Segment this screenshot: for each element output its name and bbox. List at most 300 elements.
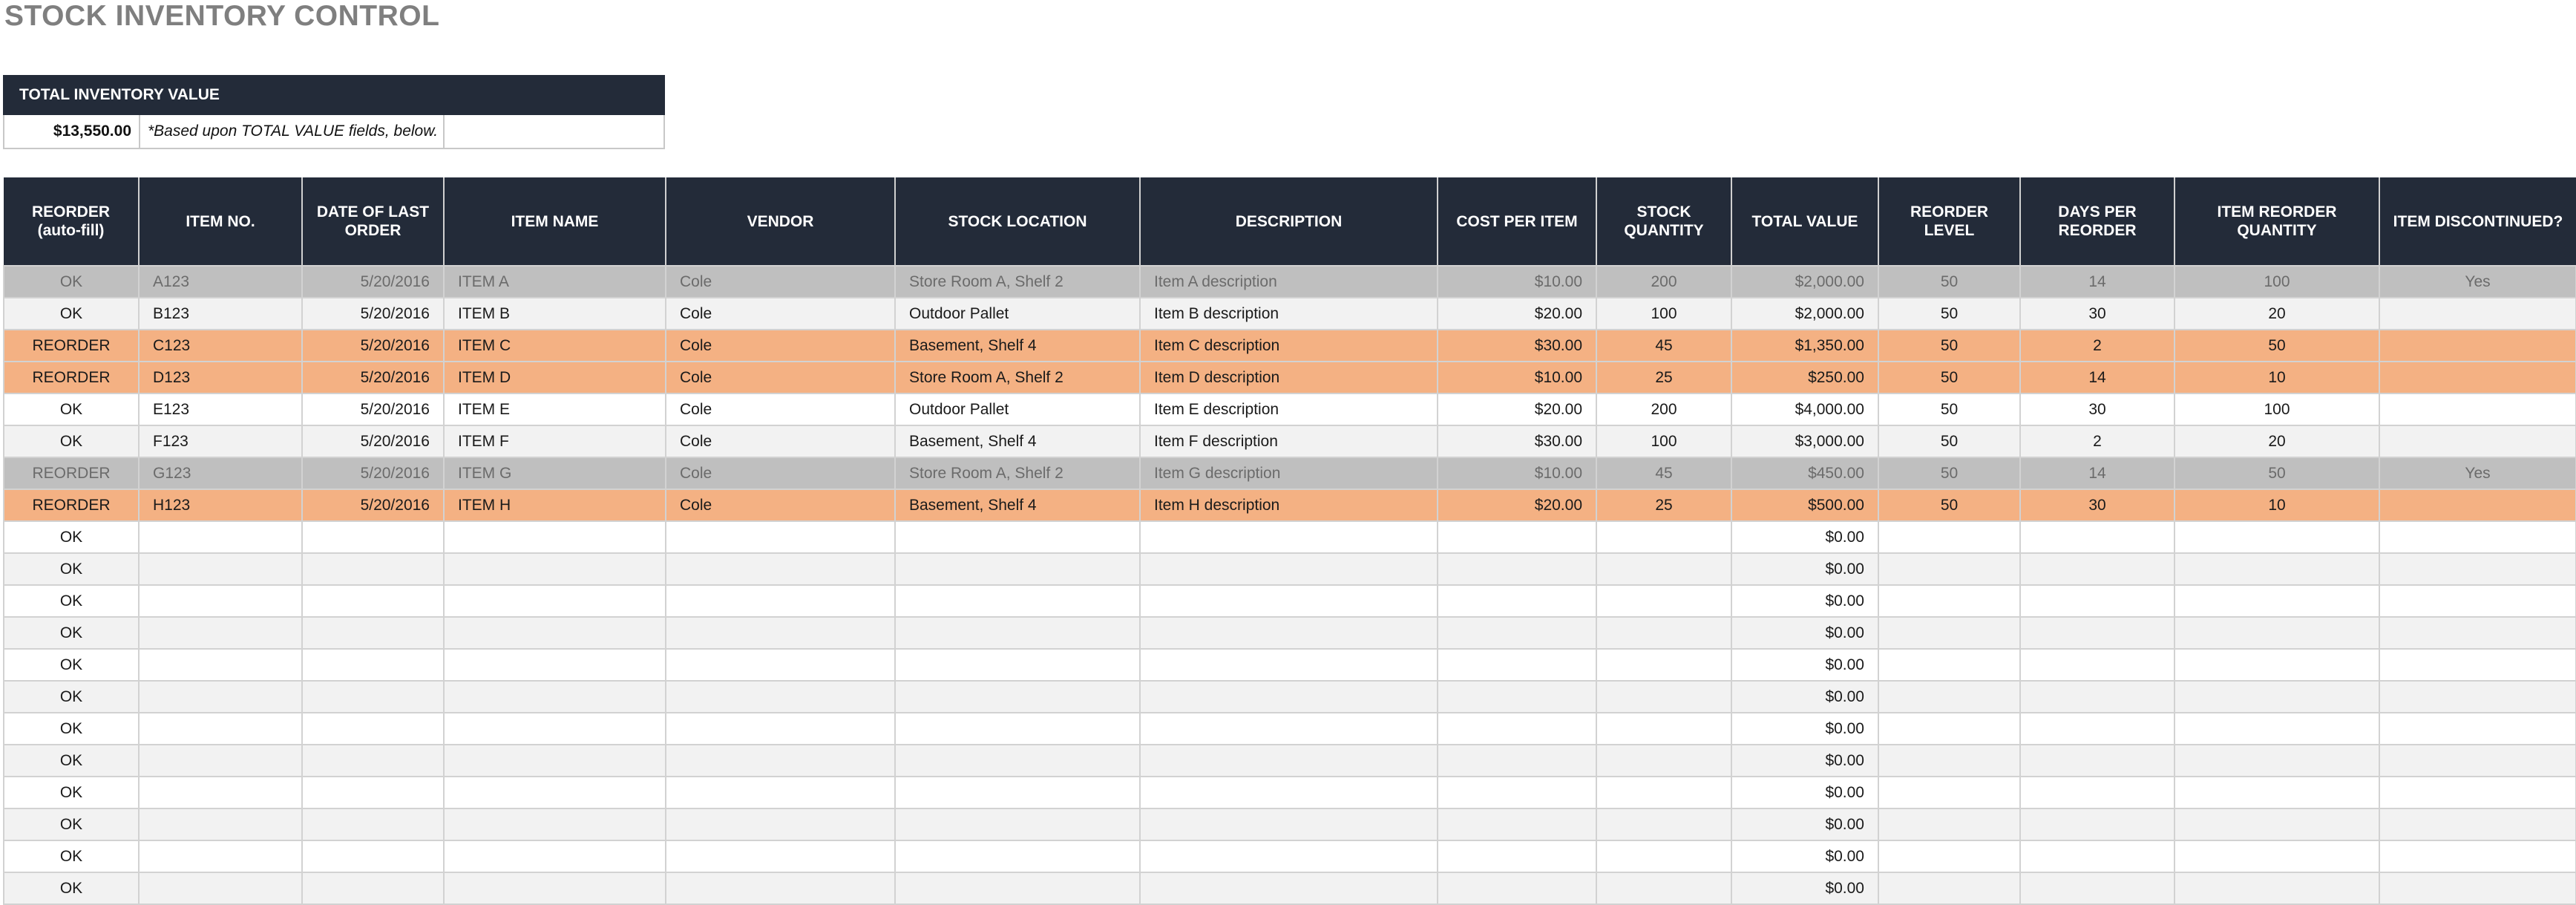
cell-reorder[interactable]: REORDER [4, 362, 139, 393]
cell-total-value[interactable]: $0.00 [1731, 745, 1878, 777]
cell-item-reorder-quantity[interactable] [2174, 745, 2379, 777]
cell-reorder[interactable]: OK [4, 872, 139, 904]
cell-date-of-last-order[interactable]: 5/20/2016 [302, 266, 444, 298]
summary-note[interactable]: *Based upon TOTAL VALUE fields, below. [140, 114, 444, 148]
cell-date-of-last-order[interactable]: 5/20/2016 [302, 298, 444, 330]
cell-date-of-last-order[interactable] [302, 745, 444, 777]
cell-vendor[interactable] [666, 713, 895, 745]
cell-date-of-last-order[interactable]: 5/20/2016 [302, 330, 444, 362]
cell-cost-per-item[interactable] [1438, 585, 1596, 617]
cell-description[interactable] [1140, 808, 1438, 840]
cell-date-of-last-order[interactable] [302, 553, 444, 585]
cell-cost-per-item[interactable]: $20.00 [1438, 489, 1596, 521]
cell-total-value[interactable]: $0.00 [1731, 840, 1878, 872]
cell-item-discontinued[interactable] [2379, 585, 2576, 617]
cell-reorder-level[interactable] [1878, 840, 2020, 872]
cell-date-of-last-order[interactable] [302, 872, 444, 904]
cell-item-reorder-quantity[interactable]: 10 [2174, 362, 2379, 393]
cell-reorder-level[interactable]: 50 [1878, 266, 2020, 298]
cell-reorder-level[interactable]: 50 [1878, 457, 2020, 489]
cell-stock-quantity[interactable] [1596, 840, 1731, 872]
cell-cost-per-item[interactable]: $30.00 [1438, 330, 1596, 362]
cell-date-of-last-order[interactable]: 5/20/2016 [302, 457, 444, 489]
cell-total-value[interactable]: $0.00 [1731, 553, 1878, 585]
cell-cost-per-item[interactable]: $10.00 [1438, 266, 1596, 298]
cell-item-name[interactable] [444, 808, 666, 840]
cell-date-of-last-order[interactable] [302, 777, 444, 808]
cell-stock-location[interactable] [895, 681, 1140, 713]
cell-days-per-reorder[interactable] [2020, 617, 2174, 649]
cell-vendor[interactable] [666, 681, 895, 713]
cell-days-per-reorder[interactable]: 14 [2020, 457, 2174, 489]
cell-reorder-level[interactable] [1878, 585, 2020, 617]
cell-stock-location[interactable] [895, 777, 1140, 808]
cell-reorder-level[interactable]: 50 [1878, 425, 2020, 457]
cell-description[interactable] [1140, 713, 1438, 745]
cell-description[interactable]: Item G description [1140, 457, 1438, 489]
cell-reorder-level[interactable]: 50 [1878, 489, 2020, 521]
cell-item-reorder-quantity[interactable] [2174, 840, 2379, 872]
cell-item-name[interactable] [444, 617, 666, 649]
cell-description[interactable] [1140, 617, 1438, 649]
cell-item-name[interactable] [444, 521, 666, 553]
cell-item-no[interactable]: E123 [139, 393, 302, 425]
cell-reorder[interactable]: OK [4, 808, 139, 840]
cell-stock-quantity[interactable] [1596, 681, 1731, 713]
cell-item-no[interactable] [139, 777, 302, 808]
cell-item-reorder-quantity[interactable] [2174, 521, 2379, 553]
cell-description[interactable]: Item D description [1140, 362, 1438, 393]
cell-item-discontinued[interactable] [2379, 713, 2576, 745]
cell-item-no[interactable] [139, 840, 302, 872]
cell-cost-per-item[interactable] [1438, 713, 1596, 745]
cell-reorder-level[interactable] [1878, 521, 2020, 553]
cell-total-value[interactable]: $0.00 [1731, 872, 1878, 904]
cell-total-value[interactable]: $2,000.00 [1731, 266, 1878, 298]
cell-total-value[interactable]: $250.00 [1731, 362, 1878, 393]
column-header-reorder-level[interactable]: REORDER LEVEL [1878, 177, 2020, 266]
cell-item-reorder-quantity[interactable] [2174, 649, 2379, 681]
cell-item-name[interactable] [444, 553, 666, 585]
column-header-item-discontinued[interactable]: ITEM DISCONTINUED? [2379, 177, 2576, 266]
cell-total-value[interactable]: $0.00 [1731, 617, 1878, 649]
cell-description[interactable] [1140, 553, 1438, 585]
cell-reorder[interactable]: OK [4, 553, 139, 585]
cell-item-reorder-quantity[interactable]: 20 [2174, 298, 2379, 330]
cell-cost-per-item[interactable]: $10.00 [1438, 362, 1596, 393]
cell-cost-per-item[interactable] [1438, 681, 1596, 713]
cell-cost-per-item[interactable] [1438, 745, 1596, 777]
cell-item-no[interactable] [139, 521, 302, 553]
cell-item-no[interactable] [139, 808, 302, 840]
cell-date-of-last-order[interactable]: 5/20/2016 [302, 362, 444, 393]
cell-days-per-reorder[interactable] [2020, 777, 2174, 808]
cell-cost-per-item[interactable] [1438, 872, 1596, 904]
cell-item-name[interactable]: ITEM E [444, 393, 666, 425]
cell-reorder-level[interactable] [1878, 713, 2020, 745]
cell-reorder[interactable]: OK [4, 266, 139, 298]
cell-stock-quantity[interactable] [1596, 872, 1731, 904]
cell-description[interactable] [1140, 521, 1438, 553]
cell-reorder[interactable]: OK [4, 713, 139, 745]
cell-stock-quantity[interactable]: 45 [1596, 457, 1731, 489]
cell-date-of-last-order[interactable] [302, 808, 444, 840]
cell-item-no[interactable] [139, 649, 302, 681]
cell-stock-quantity[interactable] [1596, 745, 1731, 777]
cell-item-name[interactable] [444, 872, 666, 904]
cell-stock-location[interactable]: Store Room A, Shelf 2 [895, 362, 1140, 393]
cell-cost-per-item[interactable] [1438, 553, 1596, 585]
cell-total-value[interactable]: $0.00 [1731, 681, 1878, 713]
cell-days-per-reorder[interactable]: 30 [2020, 298, 2174, 330]
cell-stock-location[interactable] [895, 808, 1140, 840]
cell-cost-per-item[interactable]: $30.00 [1438, 425, 1596, 457]
cell-vendor[interactable]: Cole [666, 393, 895, 425]
cell-stock-location[interactable]: Store Room A, Shelf 2 [895, 266, 1140, 298]
column-header-reorder[interactable]: REORDER (auto-fill) [4, 177, 139, 266]
cell-reorder-level[interactable] [1878, 777, 2020, 808]
column-header-days-per-reorder[interactable]: DAYS PER REORDER [2020, 177, 2174, 266]
cell-total-value[interactable]: $4,000.00 [1731, 393, 1878, 425]
cell-stock-quantity[interactable] [1596, 713, 1731, 745]
cell-item-no[interactable]: B123 [139, 298, 302, 330]
cell-stock-quantity[interactable] [1596, 649, 1731, 681]
cell-item-no[interactable]: D123 [139, 362, 302, 393]
column-header-item-reorder-quantity[interactable]: ITEM REORDER QUANTITY [2174, 177, 2379, 266]
cell-vendor[interactable] [666, 777, 895, 808]
cell-item-reorder-quantity[interactable] [2174, 617, 2379, 649]
cell-item-discontinued[interactable] [2379, 840, 2576, 872]
cell-days-per-reorder[interactable]: 14 [2020, 362, 2174, 393]
cell-description[interactable] [1140, 585, 1438, 617]
cell-stock-location[interactable]: Outdoor Pallet [895, 298, 1140, 330]
cell-stock-location[interactable] [895, 872, 1140, 904]
cell-item-discontinued[interactable] [2379, 362, 2576, 393]
cell-description[interactable] [1140, 681, 1438, 713]
cell-stock-location[interactable] [895, 649, 1140, 681]
cell-vendor[interactable] [666, 521, 895, 553]
cell-item-name[interactable]: ITEM G [444, 457, 666, 489]
cell-stock-quantity[interactable] [1596, 808, 1731, 840]
cell-cost-per-item[interactable]: $20.00 [1438, 298, 1596, 330]
column-header-stock-quantity[interactable]: STOCK QUANTITY [1596, 177, 1731, 266]
cell-stock-quantity[interactable]: 100 [1596, 298, 1731, 330]
cell-item-reorder-quantity[interactable] [2174, 585, 2379, 617]
cell-reorder-level[interactable] [1878, 681, 2020, 713]
cell-item-reorder-quantity[interactable]: 50 [2174, 457, 2379, 489]
cell-item-discontinued[interactable] [2379, 298, 2576, 330]
cell-date-of-last-order[interactable]: 5/20/2016 [302, 489, 444, 521]
cell-item-discontinued[interactable] [2379, 745, 2576, 777]
cell-item-no[interactable] [139, 713, 302, 745]
cell-stock-location[interactable] [895, 521, 1140, 553]
cell-stock-location[interactable] [895, 840, 1140, 872]
cell-item-discontinued[interactable] [2379, 681, 2576, 713]
cell-item-name[interactable]: ITEM C [444, 330, 666, 362]
cell-days-per-reorder[interactable]: 30 [2020, 393, 2174, 425]
cell-reorder[interactable]: OK [4, 649, 139, 681]
cell-item-no[interactable] [139, 617, 302, 649]
cell-days-per-reorder[interactable] [2020, 585, 2174, 617]
cell-reorder[interactable]: OK [4, 393, 139, 425]
cell-description[interactable]: Item B description [1140, 298, 1438, 330]
cell-item-discontinued[interactable] [2379, 617, 2576, 649]
cell-vendor[interactable]: Cole [666, 298, 895, 330]
cell-days-per-reorder[interactable] [2020, 713, 2174, 745]
cell-reorder-level[interactable]: 50 [1878, 298, 2020, 330]
cell-item-reorder-quantity[interactable]: 100 [2174, 393, 2379, 425]
cell-stock-quantity[interactable]: 45 [1596, 330, 1731, 362]
column-header-description[interactable]: DESCRIPTION [1140, 177, 1438, 266]
cell-reorder[interactable]: REORDER [4, 489, 139, 521]
cell-vendor[interactable]: Cole [666, 266, 895, 298]
cell-item-discontinued[interactable]: Yes [2379, 457, 2576, 489]
cell-stock-quantity[interactable]: 25 [1596, 489, 1731, 521]
cell-reorder-level[interactable] [1878, 808, 2020, 840]
cell-description[interactable] [1140, 649, 1438, 681]
cell-stock-quantity[interactable]: 100 [1596, 425, 1731, 457]
cell-days-per-reorder[interactable] [2020, 649, 2174, 681]
cell-reorder[interactable]: OK [4, 617, 139, 649]
cell-description[interactable] [1140, 872, 1438, 904]
cell-reorder[interactable]: REORDER [4, 330, 139, 362]
cell-days-per-reorder[interactable] [2020, 521, 2174, 553]
cell-date-of-last-order[interactable] [302, 713, 444, 745]
cell-date-of-last-order[interactable] [302, 840, 444, 872]
cell-item-reorder-quantity[interactable]: 10 [2174, 489, 2379, 521]
cell-reorder[interactable]: OK [4, 745, 139, 777]
total-inventory-value[interactable]: $13,550.00 [4, 114, 140, 148]
cell-cost-per-item[interactable]: $20.00 [1438, 393, 1596, 425]
cell-stock-location[interactable]: Basement, Shelf 4 [895, 489, 1140, 521]
cell-description[interactable]: Item F description [1140, 425, 1438, 457]
cell-days-per-reorder[interactable] [2020, 745, 2174, 777]
cell-date-of-last-order[interactable] [302, 649, 444, 681]
cell-reorder[interactable]: OK [4, 840, 139, 872]
cell-stock-quantity[interactable]: 200 [1596, 393, 1731, 425]
cell-item-discontinued[interactable] [2379, 425, 2576, 457]
cell-stock-location[interactable]: Basement, Shelf 4 [895, 330, 1140, 362]
column-header-total-value[interactable]: TOTAL VALUE [1731, 177, 1878, 266]
cell-item-name[interactable] [444, 777, 666, 808]
table-row [4, 777, 2576, 808]
cell-days-per-reorder[interactable]: 14 [2020, 266, 2174, 298]
cell-total-value[interactable]: $0.00 [1731, 808, 1878, 840]
cell-item-discontinued[interactable] [2379, 330, 2576, 362]
cell-total-value[interactable]: $450.00 [1731, 457, 1878, 489]
cell-stock-location[interactable]: Outdoor Pallet [895, 393, 1140, 425]
cell-item-name[interactable]: ITEM F [444, 425, 666, 457]
cell-days-per-reorder[interactable] [2020, 872, 2174, 904]
cell-reorder-level[interactable]: 50 [1878, 393, 2020, 425]
cell-item-name[interactable] [444, 649, 666, 681]
cell-stock-location[interactable]: Store Room A, Shelf 2 [895, 457, 1140, 489]
cell-vendor[interactable] [666, 745, 895, 777]
cell-item-reorder-quantity[interactable] [2174, 777, 2379, 808]
cell-date-of-last-order[interactable] [302, 617, 444, 649]
cell-vendor[interactable]: Cole [666, 425, 895, 457]
cell-reorder[interactable]: REORDER [4, 457, 139, 489]
cell-reorder-level[interactable] [1878, 745, 2020, 777]
cell-reorder-level[interactable] [1878, 872, 2020, 904]
cell-description[interactable]: Item H description [1140, 489, 1438, 521]
cell-item-name[interactable] [444, 713, 666, 745]
summary-empty-cell[interactable] [444, 114, 664, 148]
cell-item-name[interactable]: ITEM B [444, 298, 666, 330]
cell-reorder-level[interactable] [1878, 617, 2020, 649]
cell-vendor[interactable]: Cole [666, 457, 895, 489]
cell-item-no[interactable] [139, 681, 302, 713]
cell-vendor[interactable] [666, 649, 895, 681]
cell-item-no[interactable]: F123 [139, 425, 302, 457]
cell-item-discontinued[interactable] [2379, 777, 2576, 808]
cell-item-no[interactable] [139, 872, 302, 904]
column-header-item-name[interactable]: ITEM NAME [444, 177, 666, 266]
cell-cost-per-item[interactable] [1438, 777, 1596, 808]
cell-reorder-level[interactable] [1878, 649, 2020, 681]
cell-item-reorder-quantity[interactable]: 20 [2174, 425, 2379, 457]
cell-item-discontinued[interactable] [2379, 489, 2576, 521]
cell-stock-quantity[interactable] [1596, 585, 1731, 617]
cell-stock-quantity[interactable] [1596, 521, 1731, 553]
cell-total-value[interactable]: $500.00 [1731, 489, 1878, 521]
cell-stock-quantity[interactable]: 200 [1596, 266, 1731, 298]
cell-item-name[interactable]: ITEM A [444, 266, 666, 298]
cell-stock-quantity[interactable] [1596, 553, 1731, 585]
cell-days-per-reorder[interactable] [2020, 553, 2174, 585]
cell-item-reorder-quantity[interactable]: 100 [2174, 266, 2379, 298]
cell-date-of-last-order[interactable]: 5/20/2016 [302, 425, 444, 457]
table-row [4, 840, 2576, 872]
cell-item-name[interactable] [444, 585, 666, 617]
cell-description[interactable]: Item C description [1140, 330, 1438, 362]
cell-reorder[interactable]: OK [4, 585, 139, 617]
cell-description[interactable]: Item A description [1140, 266, 1438, 298]
cell-item-reorder-quantity[interactable] [2174, 872, 2379, 904]
cell-total-value[interactable]: $0.00 [1731, 713, 1878, 745]
table-row [4, 553, 2576, 585]
cell-item-discontinued[interactable] [2379, 393, 2576, 425]
cell-reorder[interactable]: OK [4, 777, 139, 808]
cell-days-per-reorder[interactable] [2020, 840, 2174, 872]
cell-total-value[interactable]: $0.00 [1731, 649, 1878, 681]
cell-date-of-last-order[interactable]: 5/20/2016 [302, 393, 444, 425]
cell-item-reorder-quantity[interactable] [2174, 713, 2379, 745]
cell-cost-per-item[interactable] [1438, 649, 1596, 681]
cell-vendor[interactable]: Cole [666, 362, 895, 393]
column-header-item-no[interactable]: ITEM NO. [139, 177, 302, 266]
cell-item-name[interactable] [444, 745, 666, 777]
cell-cost-per-item[interactable]: $10.00 [1438, 457, 1596, 489]
cell-total-value[interactable]: $1,350.00 [1731, 330, 1878, 362]
cell-date-of-last-order[interactable] [302, 681, 444, 713]
cell-reorder[interactable]: OK [4, 298, 139, 330]
cell-item-reorder-quantity[interactable] [2174, 553, 2379, 585]
cell-stock-quantity[interactable] [1596, 777, 1731, 808]
cell-item-no[interactable]: G123 [139, 457, 302, 489]
cell-reorder-level[interactable]: 50 [1878, 330, 2020, 362]
cell-item-no[interactable]: A123 [139, 266, 302, 298]
cell-date-of-last-order[interactable] [302, 521, 444, 553]
cell-stock-quantity[interactable] [1596, 617, 1731, 649]
cell-days-per-reorder[interactable]: 2 [2020, 425, 2174, 457]
cell-description[interactable] [1140, 777, 1438, 808]
cell-vendor[interactable]: Cole [666, 489, 895, 521]
cell-total-value[interactable]: $3,000.00 [1731, 425, 1878, 457]
cell-cost-per-item[interactable] [1438, 840, 1596, 872]
cell-date-of-last-order[interactable] [302, 585, 444, 617]
cell-item-no[interactable] [139, 745, 302, 777]
cell-vendor[interactable] [666, 617, 895, 649]
cell-item-reorder-quantity[interactable]: 50 [2174, 330, 2379, 362]
cell-item-discontinued[interactable] [2379, 872, 2576, 904]
cell-reorder[interactable]: OK [4, 425, 139, 457]
cell-days-per-reorder[interactable] [2020, 808, 2174, 840]
cell-stock-location[interactable] [895, 713, 1140, 745]
cell-days-per-reorder[interactable] [2020, 681, 2174, 713]
cell-item-discontinued[interactable]: Yes [2379, 266, 2576, 298]
cell-stock-location[interactable] [895, 553, 1140, 585]
cell-stock-quantity[interactable]: 25 [1596, 362, 1731, 393]
cell-item-reorder-quantity[interactable] [2174, 681, 2379, 713]
cell-cost-per-item[interactable] [1438, 617, 1596, 649]
cell-item-name[interactable] [444, 681, 666, 713]
cell-vendor[interactable] [666, 808, 895, 840]
cell-days-per-reorder[interactable]: 30 [2020, 489, 2174, 521]
cell-days-per-reorder[interactable]: 2 [2020, 330, 2174, 362]
cell-stock-location[interactable]: Basement, Shelf 4 [895, 425, 1140, 457]
cell-description[interactable] [1140, 840, 1438, 872]
cell-description[interactable]: Item E description [1140, 393, 1438, 425]
cell-description[interactable] [1140, 745, 1438, 777]
column-header-stock-location[interactable]: STOCK LOCATION [895, 177, 1140, 266]
cell-reorder-level[interactable] [1878, 553, 2020, 585]
column-header-date-of-last-order[interactable]: DATE OF LAST ORDER [302, 177, 444, 266]
cell-stock-location[interactable] [895, 617, 1140, 649]
cell-cost-per-item[interactable] [1438, 808, 1596, 840]
cell-item-reorder-quantity[interactable] [2174, 808, 2379, 840]
cell-total-value[interactable]: $2,000.00 [1731, 298, 1878, 330]
cell-item-discontinued[interactable] [2379, 553, 2576, 585]
cell-cost-per-item[interactable] [1438, 521, 1596, 553]
cell-vendor[interactable] [666, 840, 895, 872]
cell-vendor[interactable] [666, 553, 895, 585]
cell-total-value[interactable]: $0.00 [1731, 521, 1878, 553]
cell-vendor[interactable]: Cole [666, 330, 895, 362]
cell-item-no[interactable] [139, 585, 302, 617]
cell-item-discontinued[interactable] [2379, 521, 2576, 553]
cell-vendor[interactable] [666, 872, 895, 904]
cell-item-name[interactable]: ITEM D [444, 362, 666, 393]
cell-item-name[interactable]: ITEM H [444, 489, 666, 521]
cell-total-value[interactable]: $0.00 [1731, 585, 1878, 617]
cell-item-no[interactable]: H123 [139, 489, 302, 521]
cell-item-discontinued[interactable] [2379, 649, 2576, 681]
cell-reorder-level[interactable]: 50 [1878, 362, 2020, 393]
cell-reorder[interactable]: OK [4, 681, 139, 713]
cell-total-value[interactable]: $0.00 [1731, 777, 1878, 808]
cell-reorder[interactable]: OK [4, 521, 139, 553]
cell-stock-location[interactable] [895, 585, 1140, 617]
cell-stock-location[interactable] [895, 745, 1140, 777]
cell-item-no[interactable]: C123 [139, 330, 302, 362]
column-header-cost-per-item[interactable]: COST PER ITEM [1438, 177, 1596, 266]
cell-item-name[interactable] [444, 840, 666, 872]
cell-item-no[interactable] [139, 553, 302, 585]
column-header-vendor[interactable]: VENDOR [666, 177, 895, 266]
cell-vendor[interactable] [666, 585, 895, 617]
cell-item-discontinued[interactable] [2379, 808, 2576, 840]
